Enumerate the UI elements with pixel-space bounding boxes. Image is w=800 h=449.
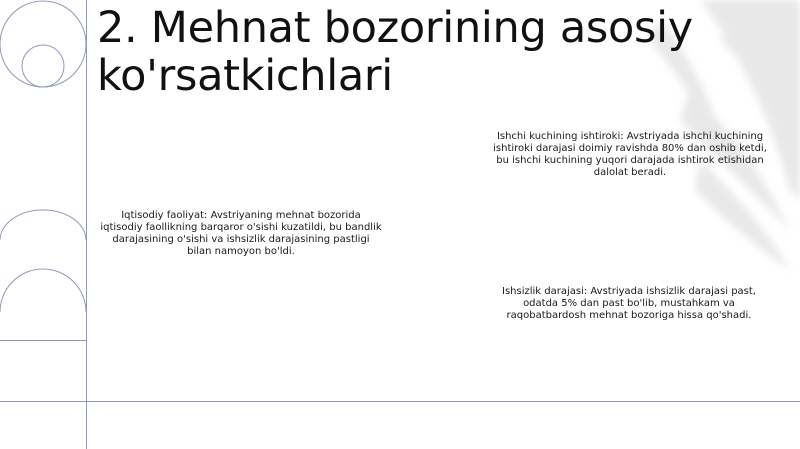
text-block-economic-activity: Iqtisodiy faoliyat: Avstriyaning mehnat bozorida iqtisodiy faollikning barqaror o'sishi kuzatildi, bu bandlik darajasining o'sishi va ishsizlik darajasining pastligi bilan namoyon bo'ldi.	[100, 210, 382, 257]
slide-title: 2. Mehnat bozorining asosiy ko'rsatkichlari	[97, 3, 693, 101]
lower-arch	[0, 269, 86, 312]
middle-arch	[0, 210, 86, 240]
text-block-labor-participation: Ishchi kuchining ishtiroki: Avstriyada ishchi kuchining ishtiroki darajasi doimiy ravishda 80% dan oshib ketdi, bu ishchi kuchining yuqori darajada ishtirok etishidan dalolat beradi.	[493, 131, 767, 178]
top-circle-inner	[22, 45, 64, 87]
top-circle-outer	[0, 1, 86, 87]
text-block-unemployment-rate: Ishsizlik darajasi: Avstriyada ishsizlik darajasi past, odatda 5% dan past bo'lib, mustahkam va raqobatbardosh mehnat bozoriga hissa qo'shadi.	[502, 286, 756, 321]
